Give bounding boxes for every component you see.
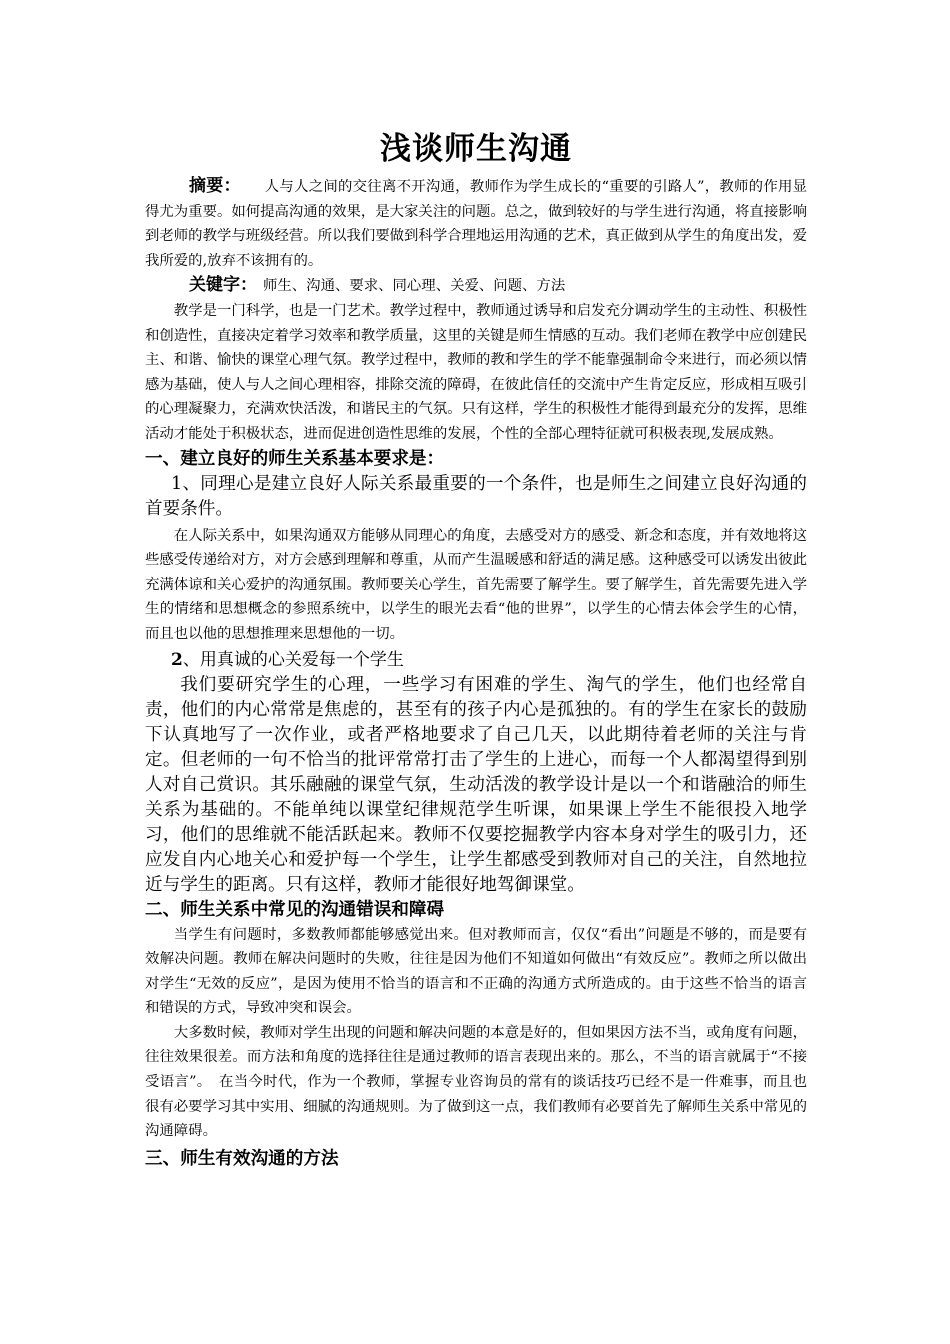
section-1-point-1-body: 在人际关系中，如果沟通双方能够从同理心的角度，去感受对方的感受、新念和态度，并有效地将这些感受传递给对方，对方会感到理解和尊重，从而产生温暖感和舒适的满足感。这种感受可以诱发出彼此充满体谅和关心爱护的沟通氛围。教师要关心学生，首先需要了解学生。要了解学生，首先需要先进入学生的情绪和思想概念的参照系统中，以学生的眼光去看“他的世界”，以学生的心情去体会学生的心情，而且也以他的思想推理来思想他的一切。 (145, 527, 807, 642)
section-1-heading: 一、建立良好的师生关系基本要求是： (145, 448, 445, 469)
abstract-label: 摘要： (189, 176, 241, 196)
section-1-point-2-number: 2 (171, 649, 183, 670)
section-2-paragraph-1: 当学生有问题时，多数教师都能够感觉出来。但对教师而言，仅仅“看出”问题是不够的，而是要有效解决问题。教师在解决问题时的失败，往往是因为他们不知道如何做出“有效反应”。教师之所以做出对学生“无效的反应”，是因为使用不恰当的语言和不正确的沟通方式所造成的。由于这些不恰当的语言和错误的方式，导致冲突和误会。 (145, 926, 807, 1017)
keywords-text: 师生、沟通、要求、同心理、关爱、问题、方法 (263, 278, 566, 295)
section-1-point-2-text: 、用真诚的心关爱每一个学生 (182, 649, 404, 670)
abstract-text: 人与人之间的交往离不开沟通，教师作为学生成长的“重要的引路人”，教师的作用显得尤为重要。如何提高沟通的效果，是大家关注的问题。总之，做到较好的与学生进行沟通，将直接影响到老师的教学与班级经营。所以我们要做到科学合理地运用沟通的艺术，真正做到从学生的角度出发，爱我所爱的,放弃不该拥有的。 (145, 179, 808, 269)
intro-paragraph: 教学是一门科学，也是一门艺术。教学过程中，教师通过诱导和启发充分调动学生的主动性、积极性和创造性，直接决定着学习效率和教学质量，这里的关键是师生情感的互动。我们老师在教学中应创建民主、和谐、愉快的课堂心理气氛。教学过程中，教师的教和学生的学不能靠强制命令来进行，而必须以情感为基础，使人与人之间心理相容，排除交流的障碍，在彼此信任的交流中产生肯定反应，形成相互吸引的心理凝聚力，充满欢快活泼，和谐民主的气氛。只有这样，学生的积极性才能得到最充分的发挥，思维活动才能处于积极状态，进而促进创造性思维的发展，个性的全部心理特征就可积极表现,发展成熟。 (145, 302, 807, 442)
abstract-paragraph (145, 174, 807, 273)
section-1-point-1 (145, 472, 807, 522)
section-2-paragraph-2: 大多数时候，教师对学生出现的问题和解决问题的本意是好的，但如果因方法不当，或角度有问题，往往效果很差。而方法和角度的选择往往是通过教师的语言表现出来的。那么，不当的语言就属于“不接受语言”。 在当今时代，作为一个教师，掌握专业咨询员的常有的谈话技巧已经不是一件难事，而且也很有必要学习其中实用、细腻的沟通规则。为了做到这一点，我们教师有必要首先了解师生关系中常见的沟通障碍。 (145, 1024, 807, 1140)
document-title: 浅谈师生沟通 (380, 131, 572, 167)
section-1-point-1-text: 1、同理心是建立良好人际关系最重要的一个条件，也是师生之间建立良好沟通的首要条件。 (145, 473, 807, 519)
document-body (145, 126, 807, 1172)
keywords-paragraph (145, 273, 807, 299)
section-1-point-2 (145, 647, 807, 673)
section-3-heading: 三、师生有效沟通的方法 (145, 1148, 339, 1169)
section-2-heading: 二、师生关系中常见的沟通错误和障碍 (145, 899, 445, 920)
keywords-label: 关键字： (189, 275, 257, 296)
section-1-point-2-body: 我们要研究学生的心理，一些学习有困难的学生、淘气的学生，他们也经常自责，他们的内心常常是焦虑的，甚至有的孩子内心是孤独的。有的学生在家长的鼓励下认真地写了一次作业，或者严格地要求了自己几天，以此期待着老师的关注与肯定。但老师的一句不恰当的批评常常打击了学生的上进心，而每一个人都渴望得到别人对自己赏识。其乐融融的课堂气氛，生动活泼的教学设计是以一个和谐融洽的师生关系为基础的。不能单纯以课堂纪律规范学生听课，如果课上学生不能很投入地学习，他们的思维就不能活跃起来。教师不仅要挖掘教学内容本身对学生的吸引力，还应发自内心地关心和爱护每一个学生，让学生都感受到教师对自己的关注，自然地拉近与学生的距离。只有这样，教师才能很好地驾御课堂。 (145, 674, 807, 895)
